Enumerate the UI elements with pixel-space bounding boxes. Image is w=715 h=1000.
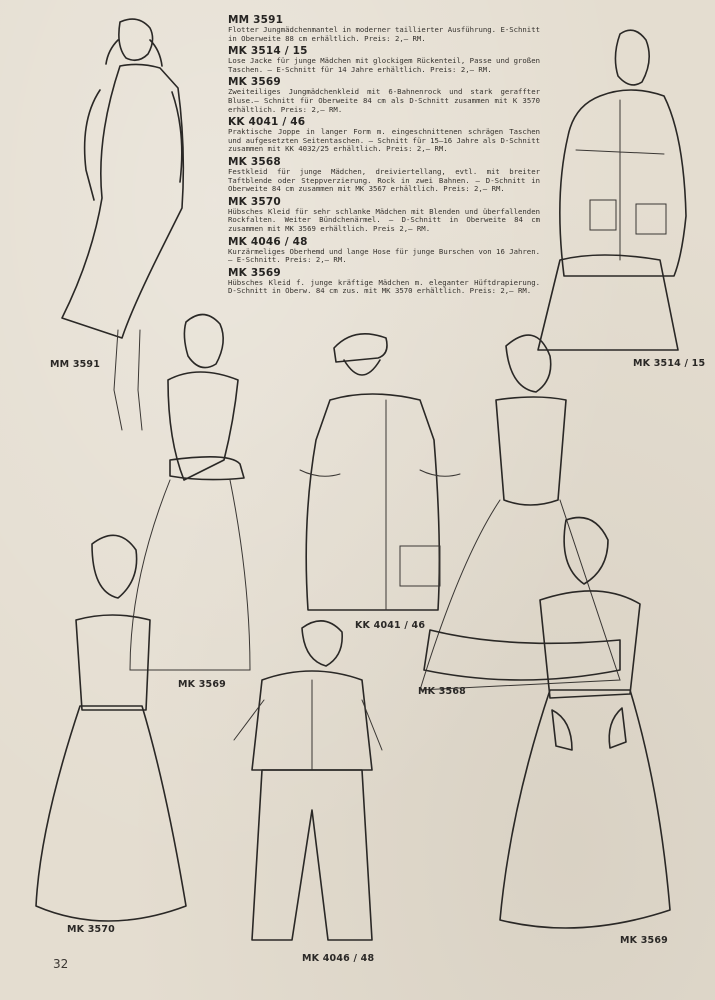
figure-mk3570-dress <box>36 535 186 921</box>
entry-code: MK 3514 / 15 <box>228 45 308 58</box>
figure-mk3569-top <box>130 314 250 670</box>
label-mk3570: MK 3570 <box>67 924 115 935</box>
entry-text: Kurzärmeliges Oberhemd und lange Hose für junge Burschen von 16 Jahren. — E-Schnitt. Preis: 2,— RM. <box>228 246 540 265</box>
entry-code: MK 3570 <box>228 195 281 208</box>
label-mk3514: MK 3514 / 15 <box>633 358 706 369</box>
entry-kk4041 <box>228 116 540 154</box>
entry-text: Flotter Jungmädchenmantel in moderner taillierter Ausführung. E-Schnitt in Oberweite 88 cm erhältlich. Preis: 2,— RM. <box>228 25 540 43</box>
entry-text: Hübsches Kleid für sehr schlanke Mädchen mit Blenden und überfallenden Rockfalten. Weiter Bündchenärmel. — D-Schnitt in Oberweite 84 cm zusammen mit MK 3569 erhältlich. Preis 2,— RM. <box>228 206 540 233</box>
entry-code: MK 3569 <box>228 266 281 279</box>
figure-mk3569-dress-bottom <box>500 518 670 929</box>
entry-text: Zweiteiliges Jungmädchenkleid mit 6-Bahnenrock und stark geraffter Bluse.— Schnitt für Oberweite 84 cm als D-Schnitt zusammen mit K 3570 erhältlich. Preis: 2,— RM. <box>228 87 540 114</box>
label-mk4046: MK 4046 / 48 <box>302 953 375 964</box>
entry-mk3570 <box>228 196 540 234</box>
entry-text: Praktische Joppe in langer Form m. eingeschnittenen schrägen Taschen und aufgesetzten Seitentaschen. — Schnitt für 15—16 Jahre als D-Schnitt zusammen mit KK 4032/25 erhältlich. Preis: 2,— RM. <box>228 127 540 154</box>
entry-mm3591 <box>228 14 540 43</box>
entry-code: MK 4046 / 48 <box>228 235 308 248</box>
entry-text: Hübsches Kleid f. junge kräftige Mädchen m. eleganter Hüftdrapierung. D-Schnitt in Oberw. 84 cm zus. mit MK 3570 erhältlich. Preis: 2,— RM. <box>228 277 540 296</box>
label-mk3568: MK 3568 <box>418 686 466 697</box>
entry-mk3514 <box>228 45 540 74</box>
entry-text: Festkleid für junge Mädchen, dreiviertellang, evtl. mit breiter Taftblende oder Steppverzierung. Rock in zwei Bahnen. — D-Schnitt in Oberweite 84 cm zusammen mit MK 3567 erhältlich. Preis: 2,— RM. <box>228 166 540 194</box>
label-kk4041: KK 4041 / 46 <box>355 620 426 631</box>
figure-mk3568-dress <box>420 335 620 690</box>
label-mk3569-bottom: MK 3569 <box>620 935 668 946</box>
figure-mk4046-shirt-trousers <box>234 621 382 940</box>
entry-code: MK 3569 <box>228 76 281 89</box>
entry-mk3568 <box>228 156 540 194</box>
entry-text: Lose Jacke für junge Mädchen mit glockigem Rückenteil, Passe und großen Taschen. — E-Schnitt für 14 Jahre erhältlich. Preis: 2,— RM. <box>228 56 540 74</box>
entry-mk3569-b <box>228 267 540 296</box>
entry-mk3569-a <box>228 76 540 114</box>
label-mk3569-top: MK 3569 <box>178 679 226 690</box>
figure-kk4041-jacket <box>300 334 460 610</box>
figure-mk3514-jacket <box>538 30 686 350</box>
page-number: 32 <box>53 957 69 971</box>
pattern-descriptions <box>228 14 540 298</box>
entry-code: MM 3591 <box>228 14 284 26</box>
entry-code: MK 3568 <box>228 155 281 168</box>
label-mm3591: MM 3591 <box>50 359 101 370</box>
entry-code: KK 4041 / 46 <box>228 116 306 129</box>
entry-mk4046 <box>228 236 540 265</box>
